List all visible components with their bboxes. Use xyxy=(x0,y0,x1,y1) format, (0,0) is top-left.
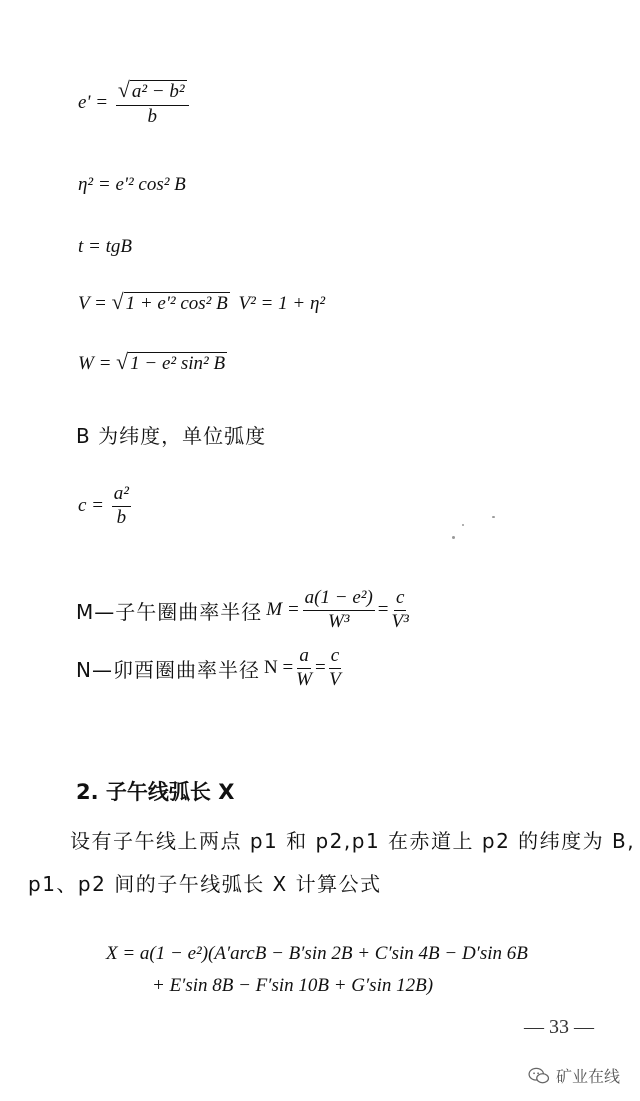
scan-speck xyxy=(492,516,495,518)
formula-lhs: N = xyxy=(263,657,294,679)
formula-e-prime xyxy=(78,80,192,128)
formula-t: t = tgB xyxy=(78,236,132,257)
watermark xyxy=(528,1064,620,1087)
fraction-numerator: a(1 − e²) xyxy=(303,588,375,611)
formula-lhs: W = xyxy=(78,353,112,374)
formula-label: M—子午圈曲率半径 xyxy=(76,599,263,624)
scan-speck xyxy=(452,536,455,539)
fraction-denominator: V³ xyxy=(391,610,409,632)
formula-eta: η² = e'² cos² B xyxy=(78,174,186,195)
fraction-denominator: b xyxy=(147,105,157,127)
section-heading: 2. 子午线弧长 X xyxy=(76,780,235,804)
formula-rest: V² = 1 + η² xyxy=(238,293,326,314)
fraction xyxy=(296,646,312,691)
note-latitude: B 为纬度，单位弧度 xyxy=(76,424,267,448)
fraction-numerator: a² xyxy=(112,484,131,507)
scan-speck xyxy=(462,524,464,526)
fraction-denominator: V xyxy=(329,668,341,690)
formula-lhs: V = xyxy=(78,293,107,314)
sqrt-content: a² − b² xyxy=(131,81,185,102)
fraction-numerator: a xyxy=(297,646,311,669)
paragraph-line-2: p1、p2 间的子午线弧长 X 计算公式 xyxy=(28,872,382,896)
formula-c xyxy=(78,484,134,529)
fraction-denominator: b xyxy=(116,506,127,528)
fraction-numerator: √ a² − b² xyxy=(116,80,189,106)
formula-V: V = √ 1 + e'² cos² B V² = 1 + η² xyxy=(78,290,326,314)
fraction xyxy=(392,588,409,633)
fraction xyxy=(116,80,189,128)
formula-label: N—卯酉圈曲率半径 xyxy=(76,657,260,682)
formula-M xyxy=(76,588,412,633)
formula-lhs: M = xyxy=(266,599,300,621)
formula-X-line-2: + E′sin 8B − F′sin 10B + G′sin 12B) xyxy=(152,975,434,996)
fraction xyxy=(303,588,375,633)
fraction-denominator: W³ xyxy=(327,610,350,632)
sqrt-content: 1 + e'² cos² B xyxy=(125,293,228,314)
fraction-denominator: W xyxy=(296,668,312,690)
formula-lhs: e' = xyxy=(78,92,109,114)
fraction-numerator: c xyxy=(329,646,341,669)
formula-N xyxy=(76,646,344,691)
fraction xyxy=(112,484,131,529)
page-number: — 33 — xyxy=(524,1016,594,1038)
fraction xyxy=(329,646,341,691)
formula-W: W = √ 1 − e² sin² B xyxy=(78,350,226,374)
watermark-text: 矿业在线 xyxy=(556,1067,621,1086)
fraction-numerator: c xyxy=(394,588,406,611)
sqrt-content: 1 − e² sin² B xyxy=(130,353,226,374)
wechat-icon xyxy=(528,1067,550,1085)
formula-lhs: c = xyxy=(78,494,105,516)
paragraph-line-1: 设有子午线上两点 p1 和 p2,p1 在赤道上 p2 的纬度为 B, xyxy=(70,829,636,853)
equals-sign: = xyxy=(314,657,326,679)
equals-sign: = xyxy=(377,599,389,621)
formula-X-line-1: X = a(1 − e²)(A′arcB − B′sin 2B + C′sin 4B − D′sin 6B xyxy=(106,943,528,964)
